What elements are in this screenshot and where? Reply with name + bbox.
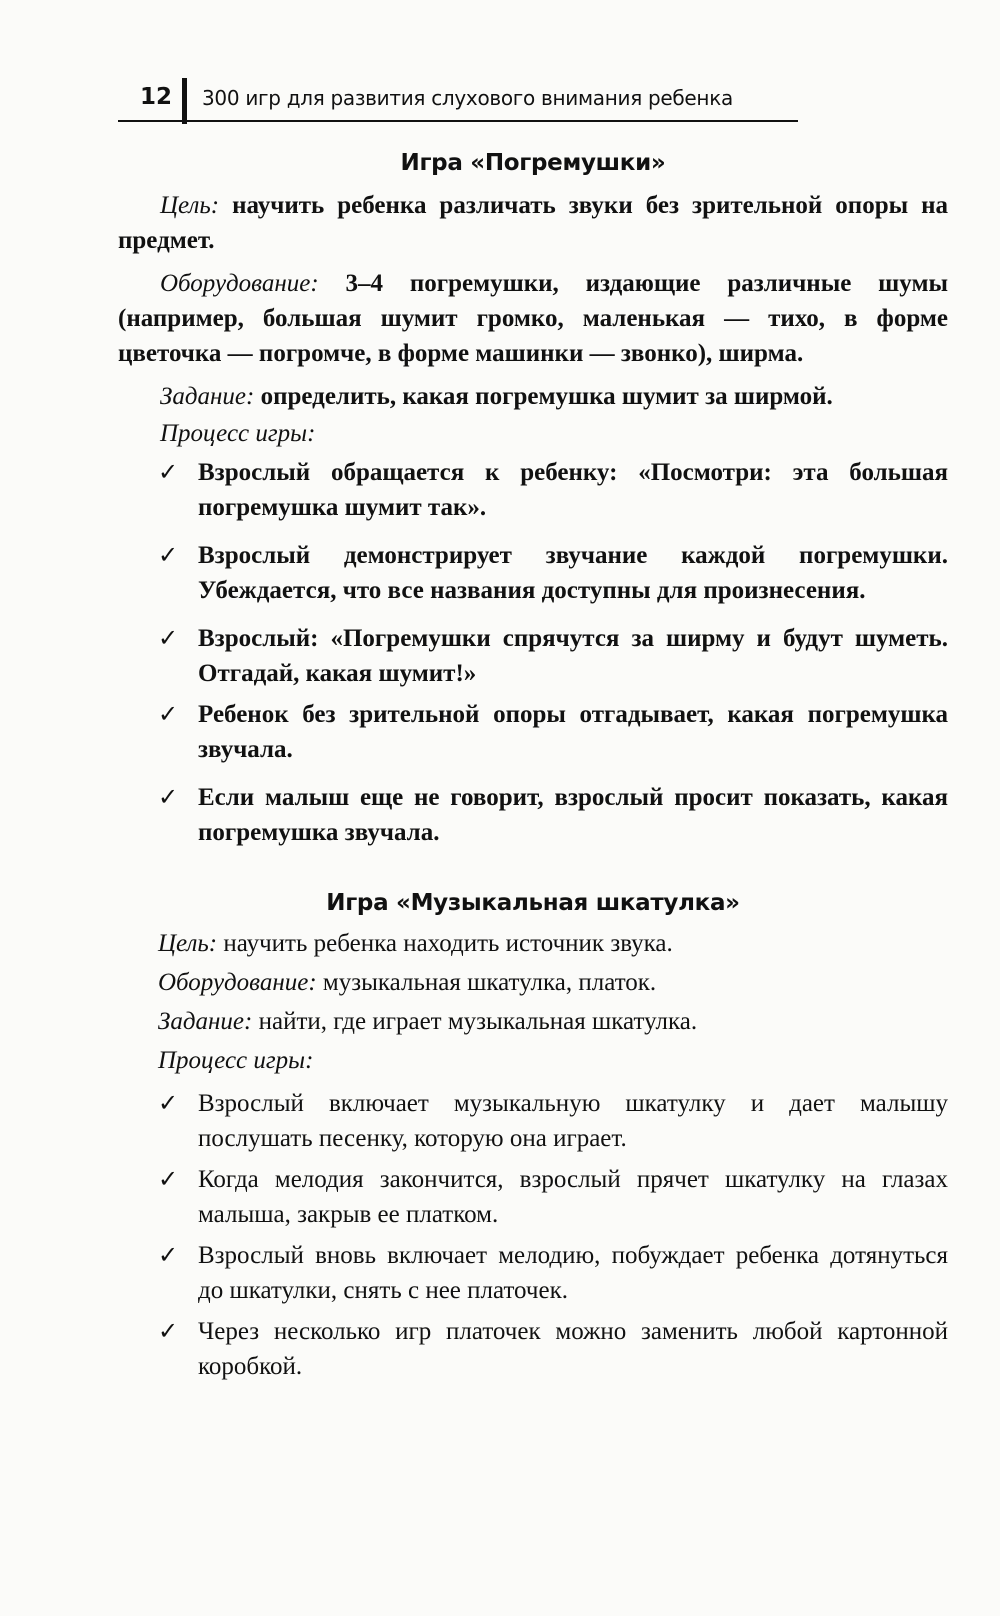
step-text: Взрослый обращается к ребенку: «Посмотри: эта большая погремушка шумит так». bbox=[198, 459, 948, 521]
process-steps-list bbox=[118, 455, 948, 850]
process-steps-list bbox=[118, 1086, 948, 1384]
process-label: Процесс игры: bbox=[158, 1047, 314, 1074]
process-step bbox=[118, 621, 948, 691]
step-text: Взрослый вновь включает мелодию, побуждает ребенка дотянуться до шкатулки, снять с нее платочек. bbox=[198, 1242, 948, 1304]
step-text: Ребенок без зрительной опоры отгадывает, какая погремушка звучала. bbox=[198, 701, 948, 763]
equipment-text: 3–4 погремушки, издающие различные шумы (например, большая шумит громко, маленькая — тихо, в форме цветочка — погромче, в форме машинки — звонко), ширма. bbox=[118, 270, 948, 367]
process-step bbox=[118, 1238, 948, 1308]
checkmark-icon: ✓ bbox=[158, 458, 179, 486]
game-title: Игра «Погремушки» bbox=[400, 150, 666, 176]
step-text: Если малыш еще не говорит, взрослый просит показать, какая погремушка звучала. bbox=[198, 784, 948, 846]
task-paragraph bbox=[118, 1004, 948, 1039]
checkmark-icon: ✓ bbox=[158, 624, 179, 652]
step-text: Когда мелодия закончится, взрослый прячет шкатулку на глазах малыша, закрыв ее платком. bbox=[198, 1166, 948, 1228]
checkmark-icon: ✓ bbox=[158, 1089, 179, 1117]
running-title: 300 игр для развития слухового внимания ребенка bbox=[202, 86, 733, 110]
process-paragraph bbox=[118, 416, 948, 451]
checkmark-icon: ✓ bbox=[158, 1241, 179, 1269]
task-label: Задание: bbox=[158, 1008, 253, 1035]
process-step bbox=[118, 697, 948, 767]
process-step bbox=[118, 1086, 948, 1156]
checkmark-icon: ✓ bbox=[158, 1165, 179, 1193]
process-step bbox=[118, 538, 948, 608]
task-label: Задание: bbox=[160, 383, 255, 410]
task-text: определить, какая погремушка шумит за ширмой. bbox=[254, 383, 833, 410]
page-number: 12 bbox=[140, 84, 173, 110]
goal-text: научить ребенка различать звуки без зрительной опоры на предмет. bbox=[118, 192, 948, 254]
process-step bbox=[118, 1162, 948, 1232]
step-text: Взрослый: «Погремушки спрячутся за ширму и будут шуметь. Отгадай, какая шумит!» bbox=[198, 625, 948, 687]
goal-label: Цель: bbox=[158, 930, 218, 957]
goal-text: научить ребенка находить источник звука. bbox=[217, 930, 673, 957]
goal-label: Цель: bbox=[160, 192, 220, 219]
process-step bbox=[118, 455, 948, 525]
step-text: Через несколько игр платочек можно заменить любой картонной коробкой. bbox=[198, 1318, 948, 1380]
process-step bbox=[118, 780, 948, 850]
equipment-paragraph bbox=[118, 965, 948, 1000]
page-content bbox=[118, 150, 948, 1384]
checkmark-icon: ✓ bbox=[158, 1317, 179, 1345]
game-section-rattles bbox=[118, 150, 948, 850]
process-paragraph bbox=[118, 1043, 948, 1078]
step-text: Взрослый включает музыкальную шкатулку и дает малышу послушать песенку, которую она играет. bbox=[198, 1090, 948, 1152]
checkmark-icon: ✓ bbox=[158, 541, 179, 569]
goal-paragraph bbox=[118, 926, 948, 961]
game-title: Игра «Музыкальная шкатулка» bbox=[326, 890, 740, 916]
header-rule bbox=[118, 120, 798, 122]
game-section-music-box bbox=[118, 890, 948, 1384]
equipment-label: Оборудование: bbox=[160, 270, 319, 297]
page-header bbox=[118, 78, 798, 126]
process-step bbox=[118, 1314, 948, 1384]
equipment-label: Оборудование: bbox=[158, 969, 317, 996]
header-divider-bar bbox=[182, 78, 187, 124]
task-paragraph bbox=[118, 379, 948, 414]
checkmark-icon: ✓ bbox=[158, 700, 179, 728]
equipment-paragraph bbox=[118, 266, 948, 371]
equipment-text: музыкальная шкатулка, платок. bbox=[316, 969, 657, 996]
step-text: Взрослый демонстрирует звучание каждой погремушки. Убеждается, что все названия доступны для произнесения. bbox=[198, 542, 948, 604]
checkmark-icon: ✓ bbox=[158, 783, 179, 811]
process-label: Процесс игры: bbox=[160, 420, 316, 447]
task-text: найти, где играет музыкальная шкатулка. bbox=[252, 1008, 698, 1035]
goal-paragraph bbox=[118, 188, 948, 258]
